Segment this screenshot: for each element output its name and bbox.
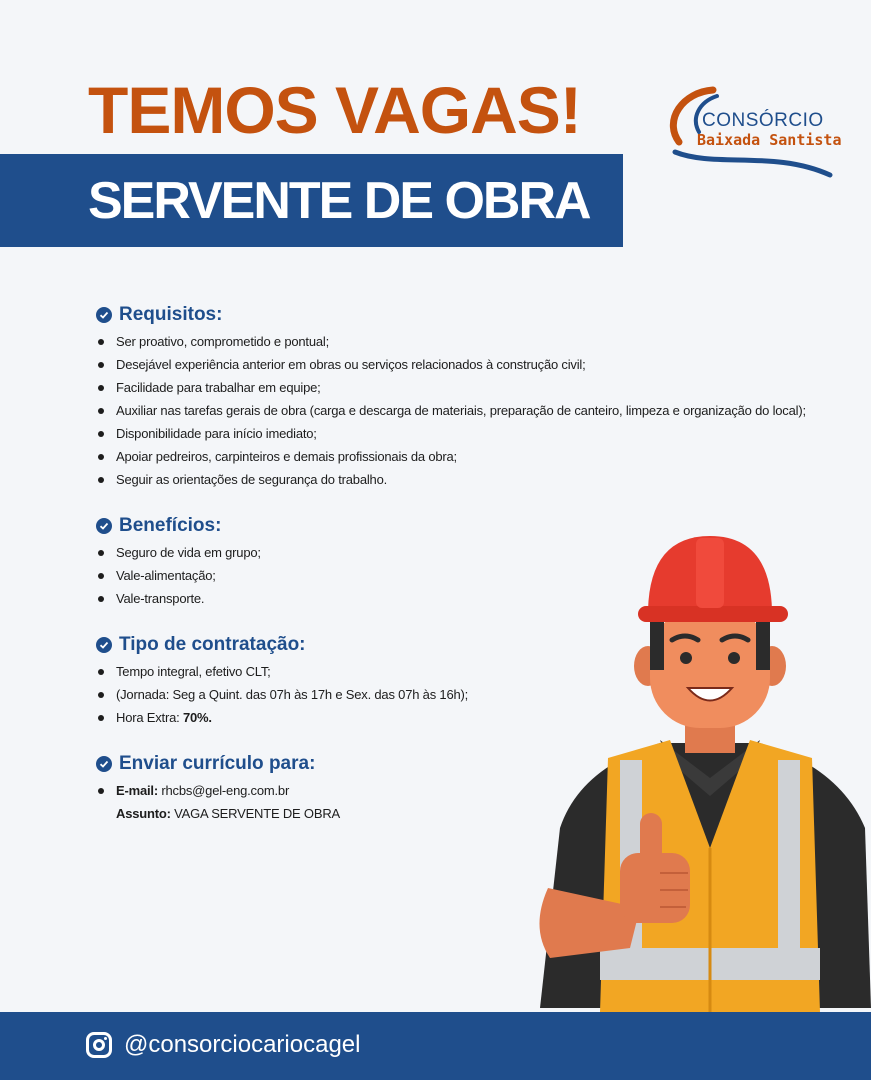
list-item: Desejável experiência anterior em obras ou serviços relacionados à construção civil; [96,353,816,376]
job-title-banner [0,154,623,247]
job-title: SERVENTE DE OBRA [88,172,590,230]
list-item: Facilidade para trabalhar em equipe; [96,376,816,399]
instagram-handle[interactable]: @consorciocariocagel [124,1031,361,1058]
overtime-value: 70%. [182,710,212,725]
check-icon [96,307,112,323]
check-icon [96,637,112,653]
list-item: Ser proativo, comprometido e pontual; [96,330,816,353]
list-item: Auxiliar nas tarefas gerais de obra (carga e descarga de materiais, preparação de canteiro, limpeza e organização do local); [96,399,816,422]
subject-label: Assunto: [116,806,171,821]
footer-bar [0,1012,871,1080]
list-item: Seguir as orientações de segurança do trabalho. [96,468,816,491]
requirements-list [96,330,816,491]
logo-name: CONSÓRCIO [702,110,824,131]
headline: TEMOS VAGAS! [88,73,581,147]
list-item: Apoiar pedreiros, carpinteiros e demais profissionais da obra; [96,445,816,468]
list-item: Vale-transporte. [96,587,816,610]
list-item: Disponibilidade para início imediato; [96,422,816,445]
list-item: Seguro de vida em grupo; [96,541,816,564]
section-title: Enviar currículo para: [119,753,316,774]
email-label: E-mail: [116,783,158,798]
overtime-label: Hora Extra: [116,710,180,725]
subject-value: VAGA SERVENTE DE OBRA [174,806,340,821]
list-item: Vale-alimentação; [96,564,816,587]
check-icon [96,518,112,534]
company-logo [655,80,842,180]
section-title: Requisitos: [119,304,223,325]
section-title: Benefícios: [119,515,222,536]
list-item: (Jornada: Seg a Quint. das 07h às 17h e Sex. das 07h às 16h); [96,683,816,706]
section-requisitos [96,300,816,491]
email-value[interactable]: rhcbs@gel-eng.com.br [161,783,290,798]
logo-subtitle: Baixada Santista [697,131,842,149]
check-icon [96,756,112,772]
construction-worker-illustration [520,528,871,1012]
instagram-icon[interactable] [86,1032,112,1058]
section-title: Tipo de contratação: [119,634,306,655]
list-item: Tempo integral, efetivo CLT; [96,660,816,683]
